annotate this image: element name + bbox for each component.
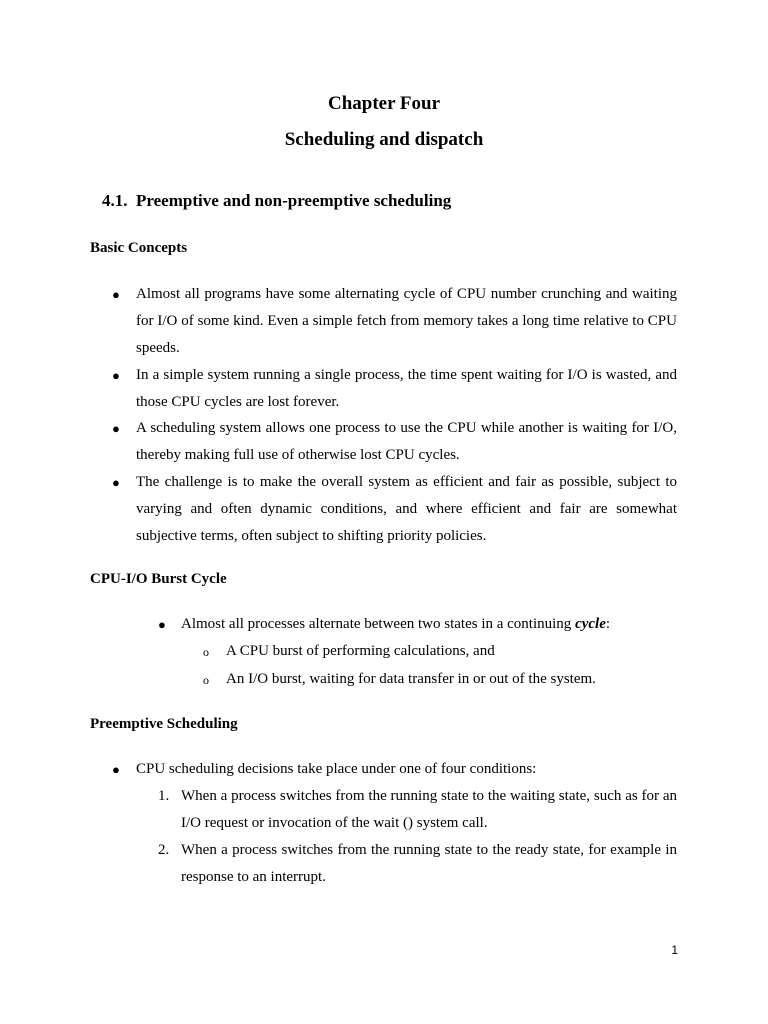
preemptive-heading: Preemptive Scheduling xyxy=(90,716,238,732)
sub-bullet-text: An I/O burst, waiting for data transfer in or out of the system. xyxy=(226,671,596,687)
bullet-icon: ● xyxy=(158,617,166,632)
item-number: 1. xyxy=(158,788,170,804)
circle-bullet-icon: o xyxy=(203,673,209,687)
bullet-text: In a simple system running a single process, the time spent waiting for I/O is wasted, and those CPU cycles are lost forever. xyxy=(136,367,677,410)
bullet-icon: ● xyxy=(112,421,120,436)
section-number: 4.1. xyxy=(102,191,128,210)
emphasis-cycle: cycle xyxy=(575,616,606,632)
section-title: Preemptive and non-preemptive scheduling xyxy=(136,191,452,210)
item-text: When a process switches from the running state to the ready state, for example in response to an interrupt. xyxy=(181,842,677,885)
item-number: 2. xyxy=(158,842,170,858)
chapter-title: Chapter Four xyxy=(327,93,441,114)
bullet-icon: ● xyxy=(112,475,120,490)
circle-bullet-icon: o xyxy=(203,645,209,659)
bullet-text-suffix: : xyxy=(605,616,611,632)
bullet-icon: ● xyxy=(112,287,120,302)
bullet-icon: ● xyxy=(112,762,120,777)
bullet-icon: ● xyxy=(112,368,120,383)
bullet-text-prefix: Almost all processes alternate between two states in a continuing xyxy=(181,616,576,632)
section-heading xyxy=(0,191,768,215)
item-text: When a process switches from the running state to the waiting state, such as for an I/O request or invocation of the wait () system call. xyxy=(181,788,677,831)
bullet-text: A scheduling system allows one process to use the CPU while another is waiting for I/O, thereby making full use of otherwise lost CPU cycles. xyxy=(136,420,677,463)
bullet-text: CPU scheduling decisions take place under one of four conditions: xyxy=(136,761,537,777)
basic-concepts-heading: Basic Concepts xyxy=(90,240,188,256)
page-number: 1 xyxy=(671,943,678,957)
chapter-subtitle: Scheduling and dispatch xyxy=(284,129,484,150)
burst-cycle-heading: CPU-I/O Burst Cycle xyxy=(90,571,227,587)
bullet-text xyxy=(181,611,610,638)
bullet-text: The challenge is to make the overall system as efficient and fair as possible, subject to varying and often dynamic conditions, and where efficient and fair are somewhat subjective terms, often subject to shifting priority policies. xyxy=(136,474,677,544)
sub-bullet-text: A CPU burst of performing calculations, and xyxy=(226,643,495,659)
bullet-text: Almost all programs have some alternating cycle of CPU number crunching and waiting for I/O of some kind. Even a simple fetch from memory takes a long time relative to CPU speeds. xyxy=(136,286,677,356)
